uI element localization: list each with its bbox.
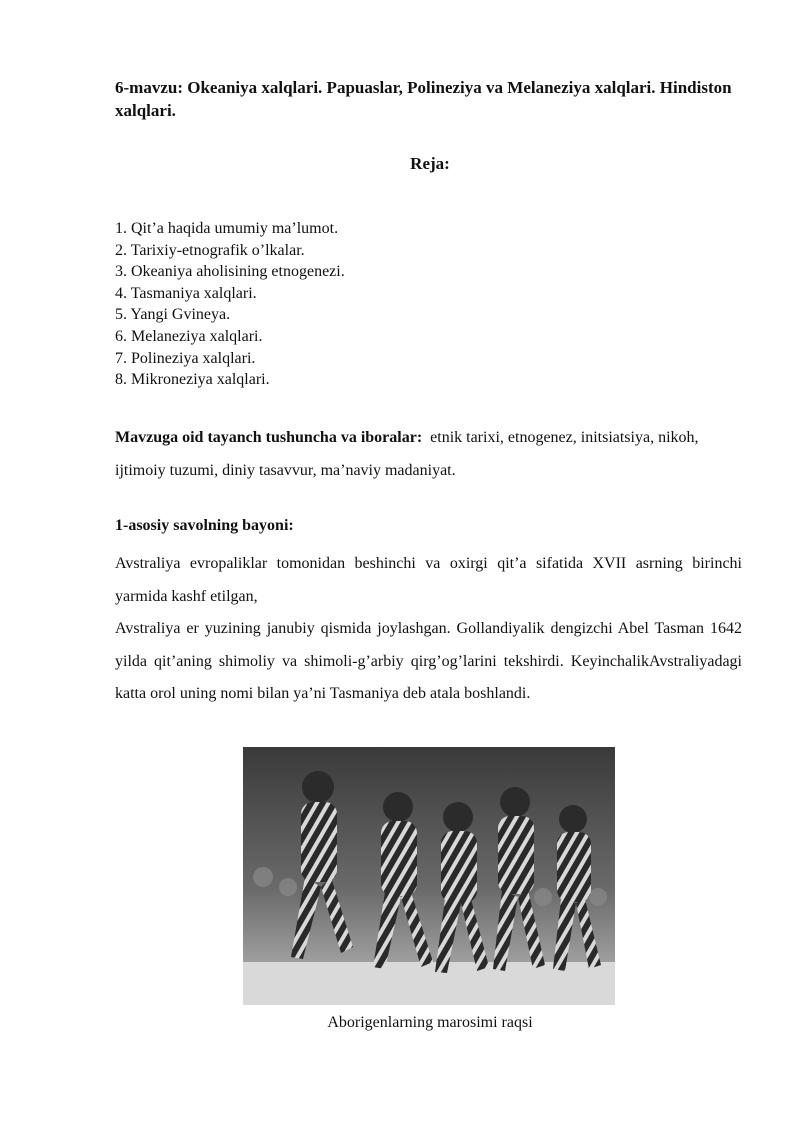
body-paragraph: Avstraliya er yuzining janubiy qismida joylashgan. Gollandiyalik dengizchi Abel Tasman 1642 yilda qit’aning shimoliy va shimoli-g’arbiy qirg’og’larini tekshirdi. KeyinchalikAvstraliyadagi katta orol uning nomi bilan ya’ni Tasmaniya deb atala boshlandi. [115, 620, 742, 702]
section-body [115, 548, 742, 711]
plan-list [115, 218, 345, 391]
plan-item: 5. Yangi Gvineya. [115, 306, 231, 324]
photo-illustration [243, 747, 615, 1005]
keywords-label: Mavzuga oid tayanch tushuncha va iboralar: [115, 429, 423, 446]
section-heading: 1-asosiy savolning bayoni: [115, 517, 294, 534]
plan-item: 7. Polineziya xalqlari. [115, 349, 256, 367]
keywords-paragraph [115, 421, 745, 487]
plan-heading: Reja: [410, 154, 450, 173]
plan-item: 1. Qit’a haqida umumiy ma’lumot. [115, 220, 339, 237]
plan-item: 4. Tasmaniya xalqlari. [115, 284, 257, 302]
keywords-text: etnik tarixi, etnogenez, initsiatsiya, nikoh, ijtimoiy tuzumi, diniy tasavvur, ma’naviy madaniyat. [115, 429, 699, 479]
plan-item: 2. Tarixiy-etnografik o’lkalar. [115, 241, 305, 259]
topic-title: 6-mavzu: Okeaniya xalqlari. Papuaslar, Polineziya va Melaneziya xalqlari. Hindiston xalqlari. [115, 78, 732, 120]
plan-item: 3. Okeaniya aholisining etnogenezi. [115, 263, 345, 281]
body-paragraph: Avstraliya evropaliklar tomonidan beshinchi va oxirgi qit’a sifatida XVII asrning birinchi yarmida kashf etilgan, [115, 555, 742, 605]
plan-item: 8. Mikroneziya xalqlari. [115, 371, 270, 389]
photo-caption: Aborigenlarning marosimi raqsi [327, 1014, 533, 1031]
ceremonial-dance-photo [243, 747, 615, 1005]
plan-item: 6. Melaneziya xalqlari. [115, 327, 263, 345]
